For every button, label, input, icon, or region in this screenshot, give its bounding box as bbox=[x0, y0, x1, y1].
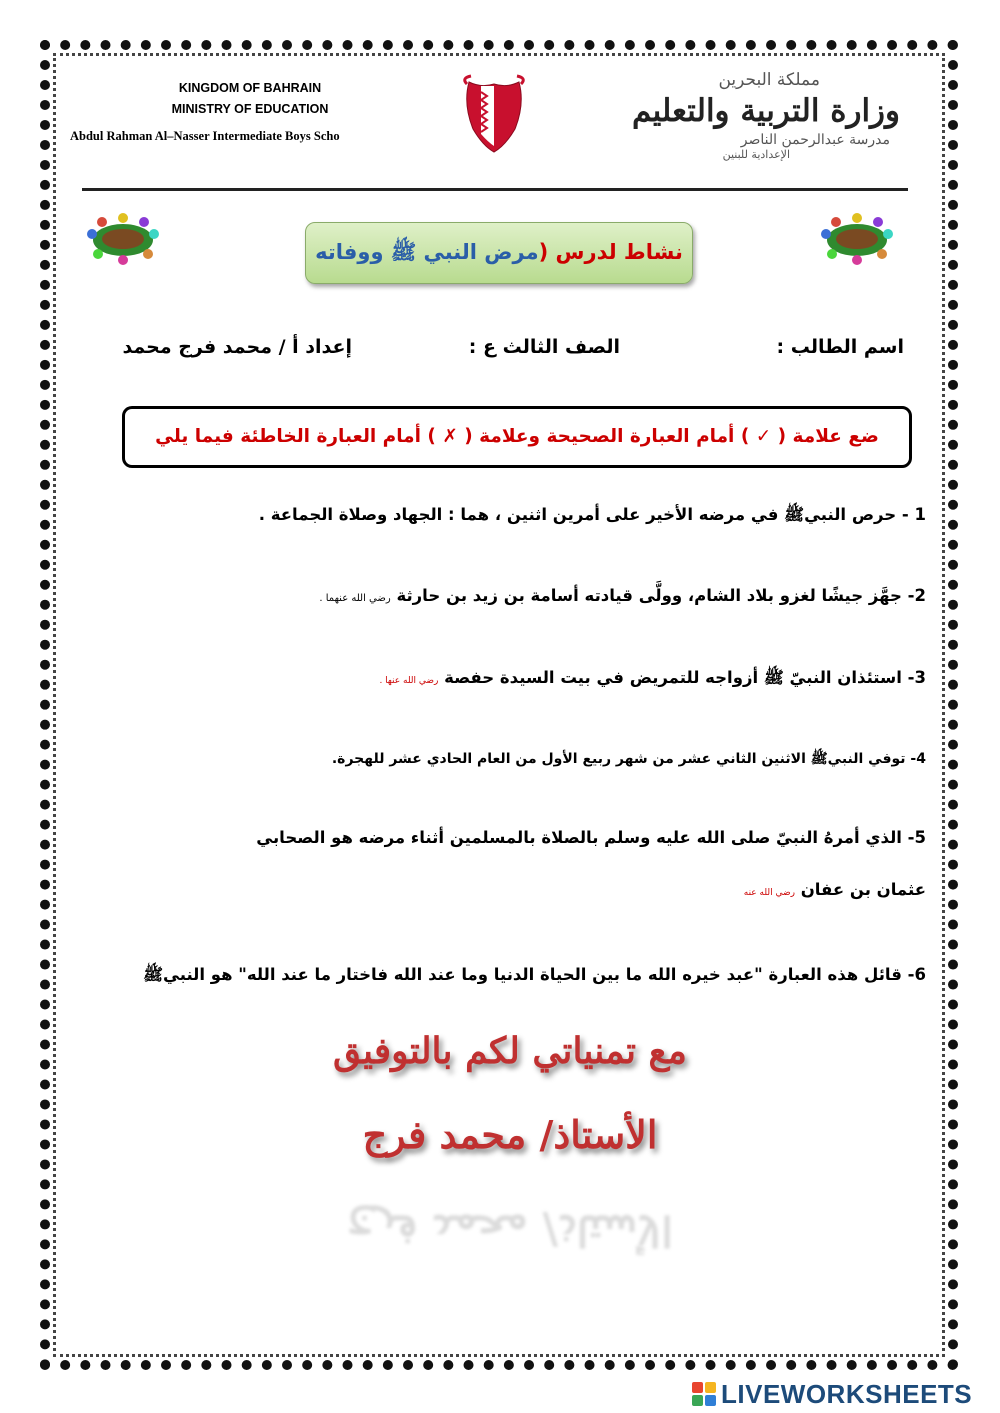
liveworksheets-text: LIVEWORKSHEETS bbox=[721, 1378, 973, 1409]
round-table-decoration-icon bbox=[84, 206, 162, 268]
header-english bbox=[70, 78, 430, 147]
question-1[interactable] bbox=[259, 505, 926, 529]
kingdom-ar: مملكة البحرين bbox=[718, 70, 820, 90]
title-prefix: نشاط لدرس ( bbox=[538, 240, 683, 264]
question-2[interactable] bbox=[319, 586, 926, 605]
question-6-text: 6- قائل هذه العبارة "عبد خيره الله ما بين الحياة الدنيا وما عند الله فاختار ما عند الله" هو النبيﷺ bbox=[143, 965, 926, 984]
header-arabic bbox=[590, 70, 910, 161]
question-1-text: 1 - حرص النبيﷺ في مرضه الأخير على أمرين اثنين ، هما : الجهاد وصلاة الجماعة . bbox=[258, 505, 926, 524]
title-lesson: مرض النبي ﷺ ووفاته bbox=[315, 240, 539, 264]
header-divider bbox=[82, 188, 908, 191]
school-ar: مدرسة عبدالرحمن الناصر bbox=[740, 132, 890, 148]
question-5[interactable] bbox=[256, 828, 926, 847]
level-ar: الإعدادية للبنين bbox=[722, 148, 790, 161]
instruction-box bbox=[122, 406, 912, 468]
student-name-label: اسم الطالب : bbox=[776, 336, 904, 358]
activity-title bbox=[305, 222, 693, 284]
liveworksheets-icon bbox=[692, 1382, 716, 1406]
school-en: Abdul Rahman Al–Nasser Intermediate Boys Scho bbox=[70, 129, 340, 143]
question-4-text: 4- توفي النبيﷺ الاثنين الثاني عشر من شهر ربيع الأول من العام الحادي عشر للهجرة. bbox=[331, 751, 926, 767]
question-6[interactable] bbox=[143, 965, 926, 989]
closing-teacher: الأستاذ/ محمد فرج bbox=[362, 1112, 658, 1157]
question-4[interactable] bbox=[332, 750, 926, 770]
question-5-text: 5- الذي أمرهُ النبيّ صلى الله عليه وسلم بالصلاة بالمسلمين أثناء مرضه هو الصحابي bbox=[256, 828, 926, 847]
grade-label: الصف الثالث ع : bbox=[468, 336, 620, 358]
closing-wish: مع تمنياتي لكم بالتوفيق bbox=[333, 1030, 687, 1072]
liveworksheets-logo bbox=[692, 1378, 972, 1410]
round-table-decoration-icon bbox=[818, 206, 896, 268]
ministry-ar: وزارة التربية والتعليم bbox=[631, 93, 900, 129]
question-2-text: 2- جهَّز جيشًا لغزو بلاد الشام، وولَّى قيادته أسامة بن زيد بن حارثة bbox=[396, 586, 926, 605]
closing-teacher-reflection: الأستاذ/ محمد فرج bbox=[347, 1206, 673, 1255]
question-5-text-line2: عثمان بن عفان bbox=[800, 880, 926, 899]
question-5-continued bbox=[744, 880, 926, 899]
ministry-en: MINISTRY OF EDUCATION bbox=[171, 102, 329, 116]
bahrain-emblem-icon bbox=[463, 74, 525, 154]
prepared-by-label: إعداد أ / محمد فرج محمد bbox=[122, 336, 352, 358]
question-3[interactable] bbox=[379, 668, 926, 692]
question-2-note: رضي الله عنهما . bbox=[319, 593, 391, 604]
question-5-note: رضي الله عنه bbox=[743, 888, 795, 898]
question-3-note: رضي الله عنها . bbox=[379, 676, 439, 686]
instruction-text: ضع علامة ( ✓ ) أمام العبارة الصحيحة وعلامة ( ✗ ) أمام العبارة الخاطئة فيما يلي bbox=[155, 426, 879, 447]
kingdom-en: KINGDOM OF BAHRAIN bbox=[178, 81, 322, 95]
question-3-text: 3- استئذان النبيّ ﷺ أزواجه للتمريض في بيت السيدة حفصة bbox=[444, 668, 926, 687]
